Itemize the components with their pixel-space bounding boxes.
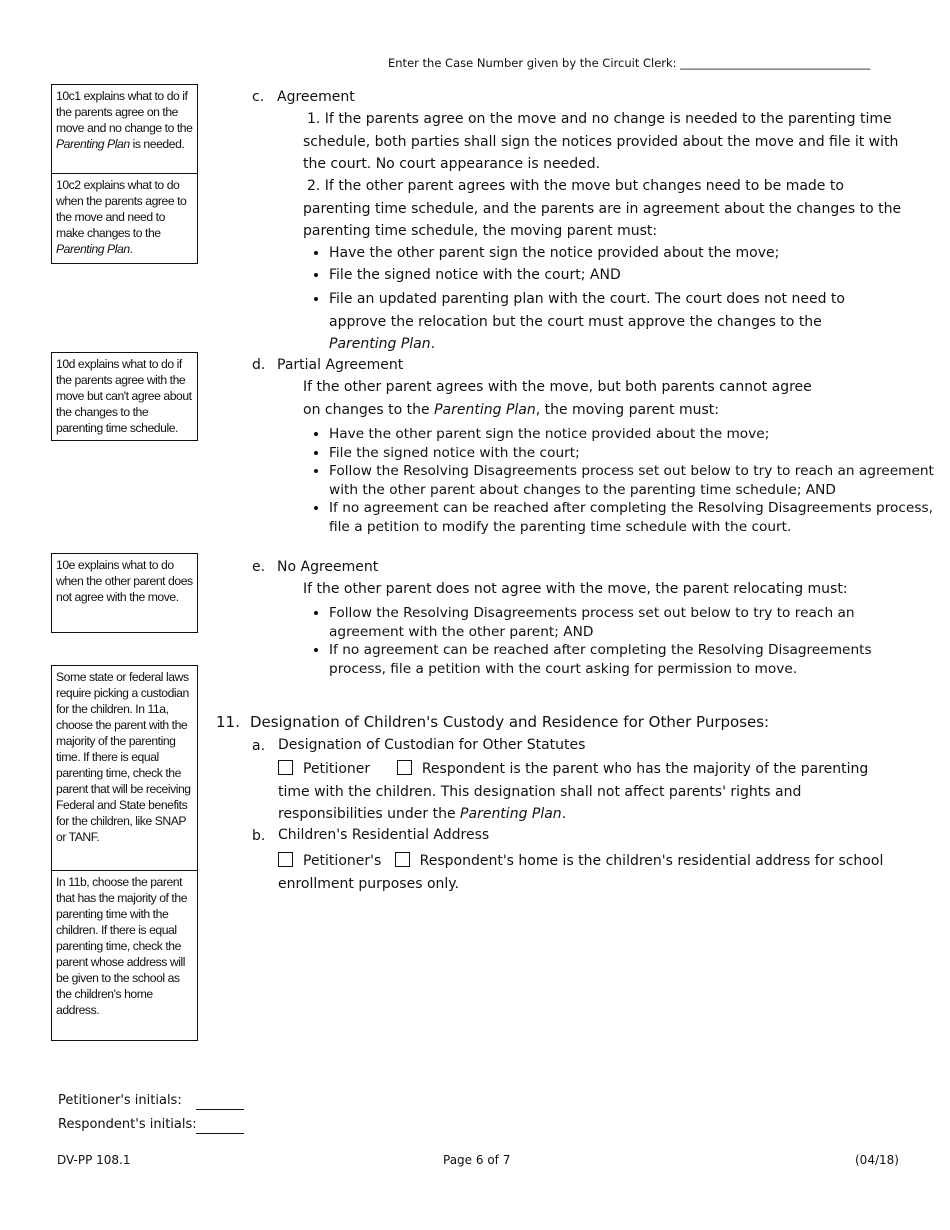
page-number: Page 6 of 7 [443, 1153, 511, 1167]
list-item: • Have the other parent sign the notice provided about the move; [329, 244, 869, 263]
form-revision: (04/18) [855, 1153, 899, 1167]
petitioner-checkbox[interactable] [278, 760, 293, 775]
petitioner-home-checkbox[interactable] [278, 852, 293, 867]
section-d-bullets [303, 425, 939, 536]
list-item: • Follow the Resolving Disagreements process set out below to try to reach an agreement with the other parent; AND [329, 604, 909, 641]
section-e-bullets [303, 604, 909, 678]
respondent-initials-field[interactable] [196, 1133, 244, 1134]
list-item: • Have the other parent sign the notice provided about the move; [329, 425, 939, 444]
section-d-letter: d. [252, 357, 266, 373]
sidebar-note-10c1: 10c1 explains what to do if the parents agree on the move and no change to the Parenting Plan is needed. [51, 84, 198, 174]
respondent-home-checkbox[interactable] [395, 852, 410, 867]
section-e-intro: If the other parent does not agree with the move, the parent relocating must: [303, 581, 848, 597]
sidebar-note-10c2: 10c2 explains what to do when the parents agree to the move and need to make changes to the Parenting Plan. [51, 173, 198, 264]
sidebar-note-11b: In 11b, choose the parent that has the majority of the parenting time with the children. If there is equal parenting time, check the parent whose address will be given to the school as the children's home address. [51, 870, 198, 1041]
section-11a-options: Petitioner Respondent is the parent who has the majority of the parenting time with the children. This designation shall not affect parents' rights and responsibilities under the Parenting Plan. [278, 761, 869, 822]
petitioner-initials-label: Petitioner's initials: [58, 1093, 182, 1108]
sidebar-note-10e: 10e explains what to do when the other parent does not agree with the move. [51, 553, 198, 633]
petitioner-label: Petitioner [303, 761, 371, 777]
list-item: • File the signed notice with the court; [329, 444, 939, 463]
list-item: • File an updated parenting plan with the court. The court does not need to approve the relocation but the court must approve the changes to the Parenting Plan. [329, 288, 869, 356]
petitioners-label: Petitioner's [303, 853, 382, 869]
section-d-title: Partial Agreement [277, 357, 404, 373]
section-11b-letter: b. [252, 828, 266, 844]
section-d-intro: If the other parent agrees with the move, but both parents cannot agree on changes to the Parenting Plan, the moving parent must: [303, 379, 812, 418]
section-11-number: 11. [216, 713, 240, 731]
section-c-letter: c. [252, 89, 265, 105]
section-c-item-1: 1. If the parents agree on the move and no change is needed to the parenting time schedule, both parties shall sign the notices provided about the move and file it with the court. No court appearance is needed. [303, 111, 899, 172]
respondent-checkbox[interactable] [397, 760, 412, 775]
case-number-prompt: Enter the Case Number given by the Circuit Clerk: _________________________________ [388, 56, 870, 70]
list-item: • If no agreement can be reached after completing the Resolving Disagreements process, file a petition to modify the parenting time schedule with the court. [329, 499, 939, 536]
section-11b-title: Children's Residential Address [278, 827, 490, 843]
list-item: • Follow the Resolving Disagreements process set out below to try to reach an agreement with the other parent about changes to the parenting time schedule; AND [329, 462, 939, 499]
section-e-letter: e. [252, 559, 266, 575]
form-id: DV-PP 108.1 [57, 1153, 131, 1167]
section-11a-letter: a. [252, 738, 266, 754]
list-item: • File the signed notice with the court; AND [329, 266, 869, 285]
section-11-title: Designation of Children's Custody and Residence for Other Purposes: [250, 713, 770, 731]
sidebar-note-10d: 10d explains what to do if the parents agree with the move but can't agree about the changes to the parenting time schedule. [51, 352, 198, 441]
section-e-title: No Agreement [277, 559, 379, 575]
section-c-bullets [303, 244, 869, 359]
section-c-title: Agreement [277, 89, 355, 105]
section-11a-title: Designation of Custodian for Other Statutes [278, 737, 586, 753]
list-item: • If no agreement can be reached after completing the Resolving Disagreements process, file a petition with the court asking for permission to move. [329, 641, 909, 678]
respondent-initials-label: Respondent's initials: [58, 1117, 197, 1132]
sidebar-note-11a: Some state or federal laws require picking a custodian for the children. In 11a, choose the parent with the majority of the parenting time. If there is equal parenting time, check the parent that will be receiving Federal and State benefits for the children, like SNAP or TANF. [51, 665, 198, 871]
section-c-item-2: 2. If the other parent agrees with the move but changes need to be made to parenting time schedule, and the parents are in agreement about the changes to the parenting time schedule, the moving parent must: [303, 178, 902, 239]
section-11b-options: Petitioner's Respondent's home is the children's residential address for school enrollment purposes only. [278, 853, 884, 892]
petitioner-initials-field[interactable] [196, 1109, 244, 1110]
